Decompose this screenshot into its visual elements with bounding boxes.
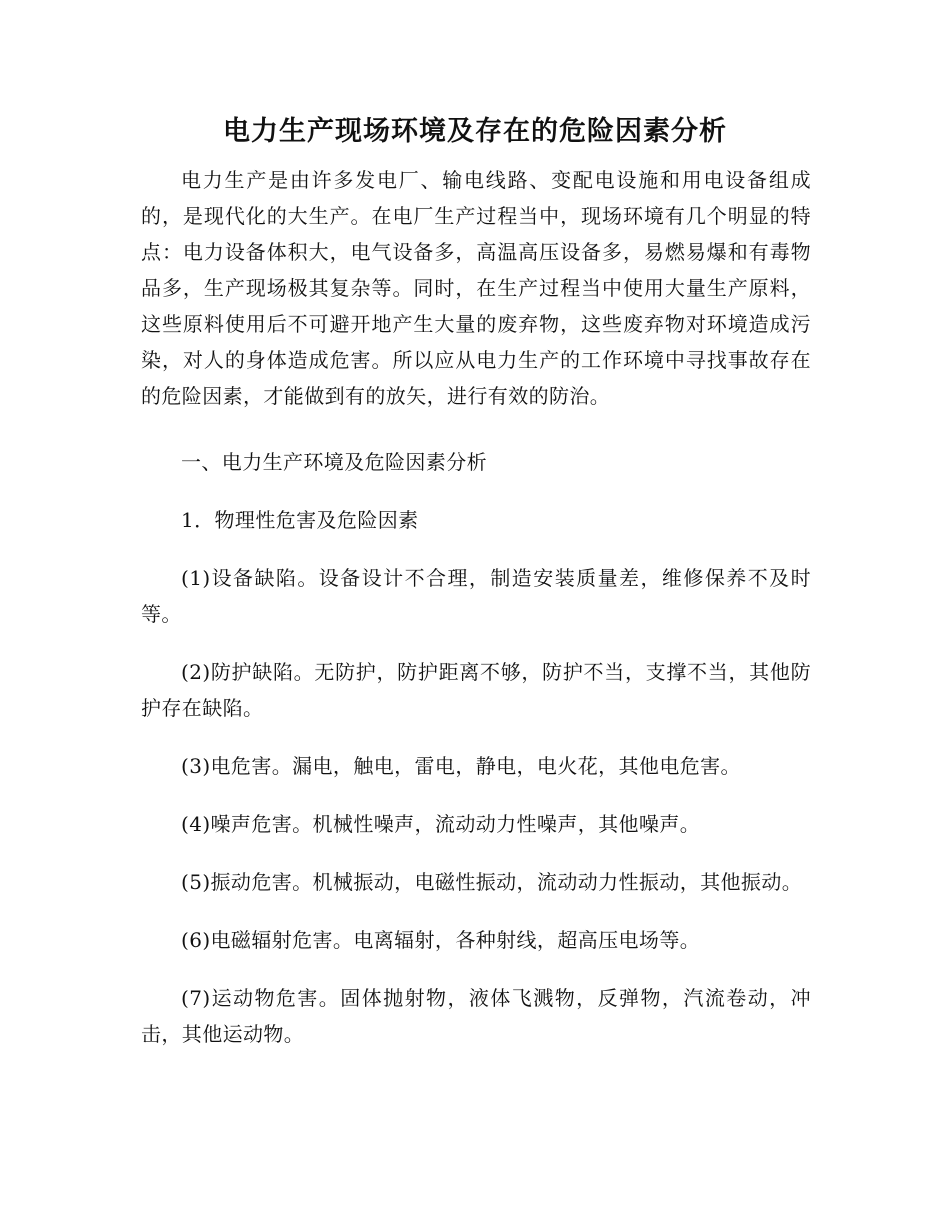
document-title: 电力生产现场环境及存在的危险因素分析 [223,116,727,147]
section-heading: 一、电力生产环境及危险因素分析 [181,450,487,474]
hazard-item-3: (3)电危害。漏电，触电，雷电，静电，电火花，其他电危害。 [181,754,741,778]
hazard-item-6: (6)电磁辐射危害。电离辐射，各种射线，超高压电场等。 [181,928,701,952]
hazard-item-4: (4)噪声危害。机械性噪声，流动动力性噪声，其他噪声。 [181,812,701,836]
hazard-item-7: (7)运动物危害。固体抛射物，液体飞溅物，反弹物，汽流卷动，冲击，其他运动物。 [141,986,811,1046]
hazard-item-5: (5)振动危害。机械振动，电磁性振动，流动动力性振动，其他振动。 [181,870,803,894]
intro-paragraph: 电力生产是由许多发电厂、输电线路、变配电设施和用电设备组成的，是现代化的大生产。在电厂生产过程当中，现场环境有几个明显的特点：电力设备体积大，电气设备多，高温高压设备多，易燃易爆和有毒物品多，生产现场极其复杂等。同时，在生产过程当中使用大量生产原料，这些原料使用后不可避开地产生大量的废弃物，这些废弃物对环境造成污染，对人的身体造成危害。所以应从电力生产的工作环境中寻找事故存在的危险因素，才能做到有的放矢，进行有效的防治。 [141,168,811,408]
hazard-item-2: (2)防护缺陷。无防护，防护距离不够，防护不当，支撑不当，其他防护存在缺陷。 [141,660,811,720]
subsection-heading: 1．物理性危害及危险因素 [181,508,419,532]
document-body [141,162,811,1074]
hazard-item-1: (1)设备缺陷。设备设计不合理，制造安装质量差，维修保养不及时等。 [141,566,811,626]
